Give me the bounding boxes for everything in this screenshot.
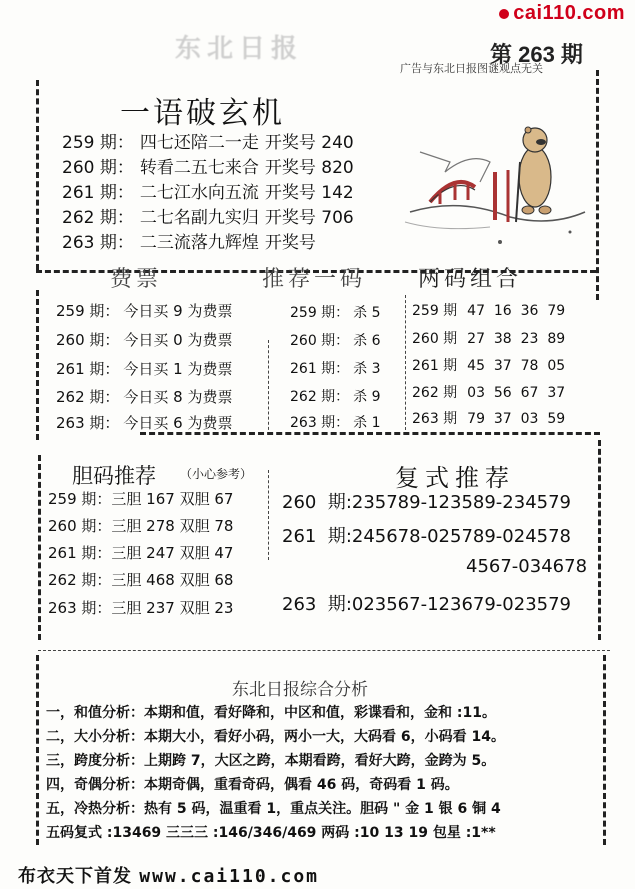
fee-text: 今日买 1 为费票 bbox=[123, 360, 233, 378]
fee-row bbox=[56, 300, 233, 321]
period-label: 261 期 bbox=[282, 526, 346, 547]
fee-text: 今日买 0 为费票 bbox=[123, 331, 233, 349]
period-label: 262 期： bbox=[56, 388, 120, 406]
banker-row bbox=[48, 542, 233, 563]
period-label: 262 期： bbox=[48, 571, 112, 589]
banker-code-note: （小心参考） bbox=[180, 467, 253, 481]
banker-text: 三胆 468 双胆 68 bbox=[111, 571, 234, 589]
section1-row bbox=[62, 128, 360, 153]
frame-right-top bbox=[596, 70, 599, 300]
section1-row bbox=[62, 203, 360, 228]
disclaimer: 广告与东北日报图谜观点无关 bbox=[400, 62, 543, 75]
footer-url[interactable]: www.cai110.com bbox=[139, 866, 319, 887]
pair-numbers: 45 37 78 05 bbox=[467, 358, 566, 374]
period-label: 263 期： bbox=[290, 415, 350, 431]
footer bbox=[18, 862, 319, 888]
period-label: 259 期： bbox=[290, 305, 350, 321]
pair-row bbox=[412, 355, 565, 375]
banker-row bbox=[48, 515, 233, 536]
period-label: 259 期： bbox=[48, 490, 112, 508]
period-label: 261 期： bbox=[56, 360, 120, 378]
riddle-phrase: 二三流落九辉煌 bbox=[139, 233, 259, 253]
period-label: 261 期： bbox=[48, 544, 112, 562]
compound-numbers: :235789-123589-234579 bbox=[345, 492, 572, 513]
section1-row bbox=[62, 228, 322, 253]
period-label: 260 期 bbox=[412, 331, 458, 347]
draw-number: 开奖号 820 bbox=[264, 158, 354, 178]
banker-text: 三胆 247 双胆 47 bbox=[111, 544, 234, 562]
kill-text: 杀 9 bbox=[353, 389, 381, 405]
site-logo-text: cai110.com bbox=[513, 2, 625, 24]
riddle-phrase: 二七江水向五流 bbox=[139, 183, 259, 203]
banker-row bbox=[48, 569, 233, 590]
period-label: 263 期 bbox=[412, 411, 458, 427]
fee-row bbox=[56, 412, 233, 433]
footer-slogan: 布衣天下首发 bbox=[18, 866, 132, 887]
compound-row bbox=[282, 488, 571, 514]
frame-left-low bbox=[38, 455, 41, 640]
frame-left-bottom bbox=[36, 655, 39, 845]
period-label: 260 期： bbox=[290, 333, 350, 349]
kill-row bbox=[290, 302, 381, 322]
analysis-row: 一，和值分析：本期和值，看好降和，中区和值，彩谍看和，金和 :11。 bbox=[46, 705, 496, 721]
draw-number: 开奖号 bbox=[264, 233, 316, 253]
pair-row bbox=[412, 328, 565, 348]
period-label: 259 期 bbox=[412, 303, 458, 319]
divider-col-a bbox=[268, 340, 269, 435]
period-label: 260 期： bbox=[48, 517, 112, 535]
analysis-row: 五码复式 :13469 三三三 :146/346/469 两码 :10 13 19 包星 :1** bbox=[46, 825, 496, 841]
fee-ticket-heading: 费票 bbox=[110, 267, 163, 292]
banker-row bbox=[48, 488, 233, 509]
divider-3 bbox=[38, 650, 610, 651]
banker-text: 三胆 167 双胆 67 bbox=[111, 490, 234, 508]
draw-number: 开奖号 706 bbox=[264, 208, 354, 228]
period-label: 262 期： bbox=[290, 389, 350, 405]
pair-row bbox=[412, 408, 565, 428]
fee-row bbox=[56, 329, 233, 350]
section1-row bbox=[62, 178, 360, 203]
kill-text: 杀 6 bbox=[353, 333, 381, 349]
period-label: 262 期 bbox=[412, 385, 458, 401]
fee-text: 今日买 6 为费票 bbox=[123, 414, 233, 432]
analysis-row: 三，跨度分析：上期跨 7，大区之跨，本期看跨，看好大跨，金跨为 5。 bbox=[46, 753, 496, 769]
analysis-row: 四，奇偶分析：本期奇偶，重看奇码，偶看 46 码，奇码看 1 码。 bbox=[46, 777, 459, 793]
kill-text: 杀 1 bbox=[353, 415, 381, 431]
period-label: 263 期： bbox=[48, 599, 112, 617]
compound-row bbox=[282, 522, 571, 548]
bear-bridge-illustration bbox=[400, 92, 590, 262]
section1-title: 一语破玄机 bbox=[120, 96, 285, 131]
riddle-phrase: 转看二五七来合 bbox=[139, 158, 259, 178]
riddle-phrase: 四七还陪二一走 bbox=[139, 133, 259, 153]
frame-right-low bbox=[598, 440, 601, 640]
frame-right-bottom bbox=[603, 655, 606, 845]
pair-numbers: 47 16 36 79 bbox=[467, 303, 566, 319]
period-label: 260 期 bbox=[282, 492, 346, 513]
period-label: 259 期： bbox=[56, 302, 120, 320]
compound-title: 复式推荐 bbox=[395, 464, 515, 492]
kill-row bbox=[290, 386, 381, 406]
period-label: 260 期： bbox=[56, 331, 120, 349]
divider-col-c bbox=[268, 470, 269, 560]
fee-row bbox=[56, 358, 233, 379]
kill-row bbox=[290, 330, 381, 350]
section1-row bbox=[62, 153, 360, 178]
kill-text: 杀 3 bbox=[353, 361, 381, 377]
one-code-heading: 推荐一码 bbox=[262, 267, 367, 292]
pair-numbers: 03 56 67 37 bbox=[467, 385, 566, 401]
banker-row bbox=[48, 597, 233, 618]
banker-code-title: 胆码推荐 bbox=[72, 464, 156, 488]
masthead-title: 东北日报 bbox=[175, 34, 304, 64]
compound-row bbox=[282, 590, 571, 616]
period-label: 260 期： bbox=[62, 158, 134, 178]
compound-numbers: :245678-025789-024578 bbox=[345, 526, 572, 547]
compound-row bbox=[466, 556, 587, 577]
compound-numbers: 4567-034678 bbox=[466, 556, 588, 577]
draw-number: 开奖号 142 bbox=[264, 183, 354, 203]
period-label: 263 期： bbox=[62, 233, 134, 253]
fee-text: 今日买 9 为费票 bbox=[123, 302, 233, 320]
period-label: 261 期： bbox=[290, 361, 350, 377]
banker-text: 三胆 278 双胆 78 bbox=[111, 517, 234, 535]
period-label: 261 期： bbox=[62, 183, 134, 203]
fee-text: 今日买 8 为费票 bbox=[123, 388, 233, 406]
kill-row bbox=[290, 358, 381, 378]
pair-row bbox=[412, 300, 565, 320]
kill-row bbox=[290, 412, 381, 432]
analysis-row: 五，冷热分析：热有 5 码，温重看 1，重点关注。胆码 " 金 1 银 6 铜 4 bbox=[46, 801, 501, 817]
fee-row bbox=[56, 386, 233, 407]
draw-number: 开奖号 240 bbox=[264, 133, 354, 153]
pair-numbers: 79 37 03 59 bbox=[467, 411, 566, 427]
analysis-row: 二，大小分析：本期大小，看好小码，两小一大，大码看 6，小码看 14。 bbox=[46, 729, 505, 745]
banker-text: 三胆 237 双胆 23 bbox=[111, 599, 234, 617]
frame-left-top bbox=[36, 80, 39, 270]
period-label: 259 期： bbox=[62, 133, 134, 153]
frame-left-mid bbox=[36, 290, 39, 440]
riddle-phrase: 二七名副九实归 bbox=[139, 208, 259, 228]
site-logo bbox=[499, 2, 625, 25]
analysis-title: 东北日报综合分析 bbox=[232, 680, 368, 700]
pair-row bbox=[412, 382, 565, 402]
period-label: 261 期 bbox=[412, 358, 458, 374]
period-label: 263 期： bbox=[56, 414, 120, 432]
divider-col-b bbox=[405, 295, 406, 430]
kill-text: 杀 5 bbox=[353, 305, 381, 321]
two-code-heading: 两码组合 bbox=[418, 267, 523, 292]
issue-number: 第 263 期 bbox=[490, 42, 583, 67]
period-label: 262 期： bbox=[62, 208, 134, 228]
pair-numbers: 27 38 23 89 bbox=[467, 331, 566, 347]
period-label: 263 期 bbox=[282, 594, 346, 615]
compound-numbers: :023567-123679-023579 bbox=[345, 594, 572, 615]
